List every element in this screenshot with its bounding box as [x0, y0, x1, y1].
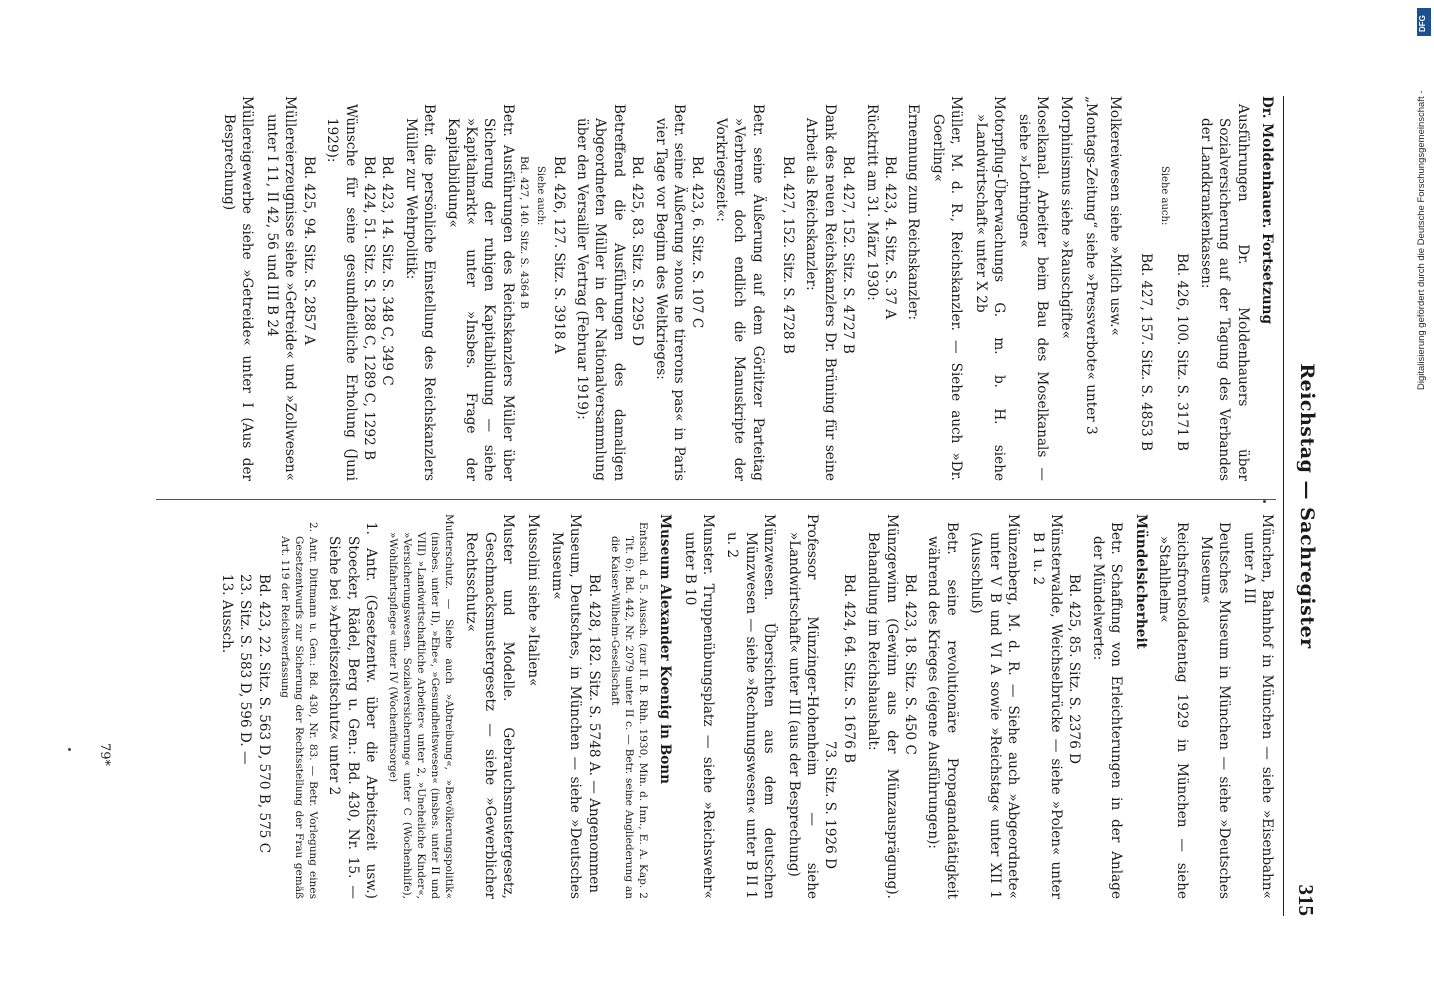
index-entry: Museum Alexander Koenig in Bonn	[657, 514, 674, 785]
sub-entry: Wünsche für seine gesundheitliche Erholung (Juni 1929):	[324, 104, 359, 481]
index-entry: Mündelsicherheit	[1132, 514, 1149, 649]
sub-entry: Ernennung zum Reichskanzler:	[905, 104, 922, 321]
note: Siehe auch:	[535, 166, 547, 226]
index-entry: Münzwesen. Übersichten aus dem deutschen Münzwesen — siehe »Rechnungswesen« unter B II 1 u. 2	[724, 514, 778, 899]
sub-entry: Dank des neuen Reichskanzlers Dr. Brüning für seine Arbeit als Reichskanzler:	[803, 104, 838, 481]
reference: Bd. 427, 157. Sitz. S. 4853 B	[1137, 253, 1154, 451]
index-entry: Museum, Deutsches, in München — siehe »Deutsches Museum«	[549, 514, 584, 899]
index-entry: Münzenberg, M. d. R. — Siehe auch »Abgeordnete« unter V B und VI A sowie »Reichstag« unter XII 1 (Ausschluß)	[968, 514, 1022, 899]
index-entry: Morphinismus siehe »Rauschgifte«	[1058, 96, 1075, 339]
reference: Bd. 423, 18. Sitz. S. 450 C	[902, 574, 919, 755]
reference: Bd. 424, 51. Sitz. S. 1288 C, 1289 C, 1292 B	[360, 156, 377, 461]
index-entry: Molkereiwesen siehe »Milch usw.«	[1107, 96, 1124, 336]
reference: Bd. 425, 83. Sitz. S. 2295 D	[629, 156, 646, 347]
index-entry: Munster. Truppenübungsplatz — siehe »Reichswehr« unter B 10	[681, 514, 717, 899]
scan-speck	[1263, 500, 1266, 503]
reference: Bd. 423, 22. Sitz. S. 563 D, 570 B, 575 C	[255, 574, 272, 854]
reference: 23. Sitz. S. 583 D, 596 D. —	[237, 574, 254, 765]
index-entry: Mussolini siehe »Italien«	[524, 514, 541, 687]
index-page	[98, 96, 1318, 916]
reference: Bd. 427, 152. Sitz. S. 4728 B	[780, 156, 797, 354]
reference: Bd. 423, 6. Sitz. S. 107 C	[689, 156, 706, 329]
index-entry: Motorpflug-Überwachungs G. m. b. H. siehe »Landwirtschaft« unter X 2b	[972, 96, 1008, 481]
sub-entry: Betr. seine revolutionäre Propagandatätigkeit während des Krieges (eigene Ausführungen):	[925, 522, 960, 899]
reference: Bd. 425, 85. Sitz. S. 2376 D	[1066, 574, 1083, 765]
index-entry: Muster und Modelle. Gebrauchsmustergesetz, Geschmacksmustergesetz — siehe »Gewerblicher Rechtsschutz«	[463, 514, 517, 899]
reference: Bd. 427, 140. Sitz. S. 4364 B	[517, 156, 530, 309]
running-head	[1288, 96, 1318, 916]
reference: Bd. 427, 152. Sitz. S. 4727 B	[840, 156, 857, 354]
page-number: 315	[1294, 884, 1318, 916]
sub-entry: Ausführungen Dr. Moldenhauers über Sozialversicherung auf der Tagung des Verbandes der Landkrankenkassen:	[1197, 104, 1251, 481]
sub-entry: 2. Antr. Dittmann u. Gen.: Bd. 430, Nr. 83. — Betr. Vorlegung eines Gesetzentwurfs zur Sicherung der Rechtsstellung der Frau gemäß Art. 119 der Reichsverfassung	[278, 522, 319, 899]
page-title: Reichstag — Sachregister	[1296, 363, 1318, 649]
column-divider	[156, 499, 1276, 500]
reference: Bd. 426, 127. Sitz. S. 3918 A	[550, 156, 567, 354]
dfg-logo-icon: DFG	[1417, 8, 1431, 36]
index-entry: Müllereierzeugnisse siehe »Getreide« und »Zollwesen« unter I 11, II 42, 56 und III B 24	[263, 96, 299, 481]
scan-speck	[68, 748, 71, 751]
header-rule	[1283, 96, 1284, 916]
sub-entry: Betr. seine Äußerung auf dem Görlitzer Parteitag »Verbrennt doch endlich die Manuskripte der Vorkriegszeit«:	[712, 104, 766, 481]
index-entry: Mutterschutz. — Siehe auch »Abtreibung«, »Bevölkerungspolitik« (insbes. unter II), »Ehe«, »Gesundheitswesen« (insbes. unter II und VIII) »Landwirtschaftliche Arbeiter« unter 2, »Uneheliche Kinder«, »Versicherungswesen. Sozialversicherung« unter C (Wochenhilfe), »Wohlfahrtspflege« unter IV (Wochenfürsorge)	[386, 514, 455, 899]
sub-entry: Deutsches Museum in München — siehe »Deutsches Museum«	[1197, 522, 1233, 899]
sub-entry: Rücktritt am 31. März 1930:	[863, 104, 880, 301]
index-entry: Münsterwalde, Weichselbrücke — siehe »Polen« unter B 1 u. 2	[1029, 514, 1064, 899]
sub-entry: Betr. seine Äußerung »nous ne tirerons pas« in Paris vier Tage vor Beginn des Weltkrieges:	[652, 104, 688, 481]
sub-entry: Betreffend die Ausführungen des damaligen Abgeordneten Müller in der Nationalversammlung über den Versailler Vertrag (Februar 1919):	[574, 104, 627, 481]
sub-entry: 1. Antr. (Gesetzentw. über die Arbeitszeit usw.) Stoecker, Rädel, Berg u. Gen.: Bd. 430, Nr. 15. — Siehe bei »Arbeitszeitschutz« unter 2	[326, 522, 379, 899]
reference: Bd. 424, 64. Sitz. S. 1676 B	[840, 574, 857, 764]
left-column	[214, 96, 1276, 481]
index-entry: Münzgewinn (Gewinn aus der Münzausprägung). Behandlung im Reichshaushalt:	[865, 514, 900, 899]
reference: Bd. 428, 182. Sitz. S. 5748 A. — Angenommen	[585, 574, 602, 894]
reference: Bd. 423, 14. Sitz. S. 348 C, 349 C	[379, 156, 396, 386]
sub-entry: Reichsfrontsoldatentag 1929 in München — siehe »Stahlhelm«	[1155, 522, 1191, 899]
reference: 73. Sitz. S. 1926 D	[822, 740, 839, 869]
sub-entry: Entschl. d. 5. Aussch. (zur II. B. Rhh. 1930, Min. d. Inn., E. A. Kap. 2 Tit. 6): Bd. 442, Nr. 2079 unter II c. — Betr. seine Angliederung an die Kaiser-Wilhelm-Gesellschaft	[608, 522, 649, 899]
reference: Bd. 423, 4. Sitz. S. 37 A	[882, 156, 899, 320]
index-entry: München, Bahnhof in München — siehe »Eisenbahn« unter A III	[1240, 514, 1275, 899]
index-entry: Professor Münzinger-Hohenheim — siehe »Landwirtschaft« unter III (aus der Besprechung)	[785, 514, 821, 899]
index-entry: Dr. Moldenhauer. Fortsetzung	[1259, 96, 1275, 325]
sub-entry: Betr. Schaffung von Erleichterungen in der Anlage der Mündelwerte:	[1089, 522, 1125, 899]
reference: Bd. 425, 94. Sitz. S. 2857 A	[300, 156, 317, 345]
index-entry: Müllereigewerbe siehe »Getreide« unter I (Aus der Besprechung)	[221, 96, 256, 481]
right-column	[218, 514, 1276, 899]
index-entry: „Montags-Zeitung“ siehe »Pressverbote« unter 3	[1082, 96, 1099, 435]
reference: 13. Aussch.	[218, 574, 235, 654]
reference: Bd. 426, 100. Sitz. S. 3171 B	[1174, 253, 1191, 451]
folio-mark: 79*	[97, 742, 112, 766]
note: Siehe auch:	[1158, 166, 1170, 226]
sub-entry: Betr. die persönliche Einstellung des Reichskanzlers Müller zur Wehrpolitik:	[402, 104, 438, 481]
index-entry: Moselkanal. Arbeiter beim Bau des Moselkanals — siehe »Lothringen«	[1015, 96, 1050, 481]
index-entry: Müller, M. d. R., Reichskanzler. — Siehe auch »Dr. Goerling«	[929, 96, 965, 481]
sub-entry: Betr. Ausführungen des Reichskanzlers Müller über Sicherung der ruhigen Kapitalbildung — siehe »Kapitalmarkt« unter »Insbes. Frage der Kapitalbildung«	[444, 104, 516, 481]
